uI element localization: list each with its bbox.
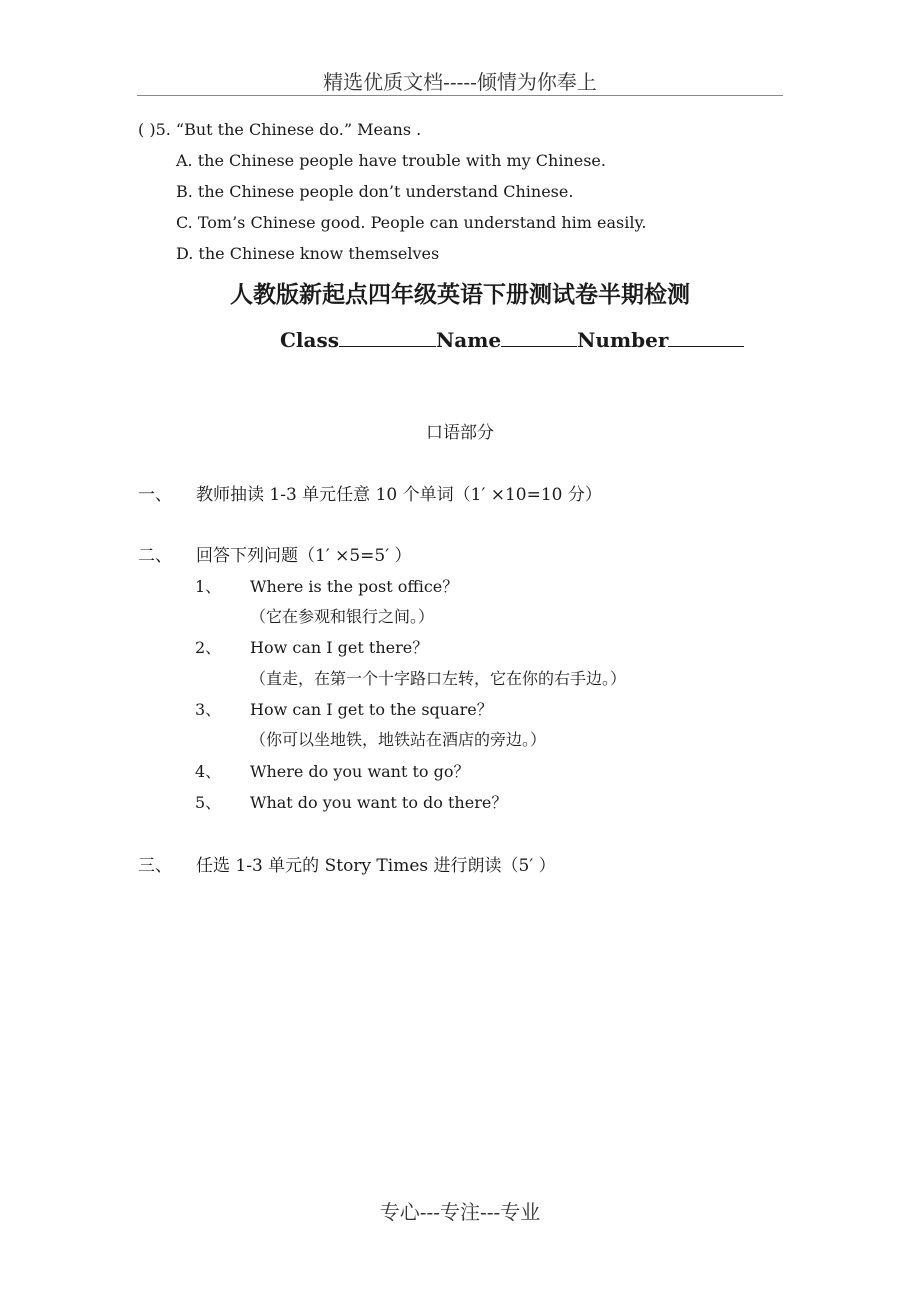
- question-5-option-d: D. the Chinese know themselves: [176, 244, 440, 263]
- name-label: Name: [436, 328, 502, 352]
- question-1-number: 1、: [195, 577, 222, 596]
- question-5-stem: ( )5. “But the Chinese do.” Means .: [138, 120, 422, 139]
- class-label: Class: [280, 328, 339, 352]
- question-1-text: Where is the post office？: [250, 577, 459, 596]
- section-1-number: 一、: [138, 485, 172, 505]
- section-3-number: 三、: [138, 856, 172, 876]
- section-2-text: 回答下列问题（1′ ×5=5′ ）: [196, 546, 412, 566]
- question-5-number: 5、: [195, 793, 222, 812]
- question-3-number: 3、: [195, 700, 222, 719]
- question-4-text: Where do you want to go？: [250, 762, 470, 781]
- student-info-fields: [280, 326, 744, 352]
- question-5-option-b: B. the Chinese people don’t understand Chinese.: [176, 182, 574, 201]
- question-3-hint: （你可以坐地铁，地铁站在酒店的旁边。）: [250, 730, 547, 749]
- question-5-text: What do you want to do there？: [250, 793, 508, 812]
- header-rule: [137, 95, 783, 96]
- number-label: Number: [577, 328, 669, 352]
- question-5-option-c: C. Tom’s Chinese good. People can understand him easily.: [176, 213, 647, 232]
- question-5-option-a: A. the Chinese people have trouble with my Chinese.: [176, 151, 606, 170]
- question-1-hint: （它在参观和银行之间。）: [250, 607, 435, 626]
- question-2-number: 2、: [195, 638, 222, 657]
- section-2-number: 二、: [138, 546, 172, 566]
- question-2-text: How can I get there？: [250, 638, 429, 657]
- section-3-text: 任选 1-3 单元的 Story Times 进行朗读（5′ ）: [196, 856, 556, 876]
- page-header: 精选优质文档-----倾情为你奉上: [323, 70, 597, 94]
- name-blank[interactable]: [501, 326, 577, 347]
- oral-section-heading: 口语部分: [426, 423, 494, 443]
- question-4-number: 4、: [195, 762, 222, 781]
- section-1-text: 教师抽读 1-3 单元任意 10 个单词（1′ ×10=10 分）: [196, 485, 602, 505]
- number-blank[interactable]: [668, 326, 744, 347]
- page-footer: 专心---专注---专业: [379, 1200, 541, 1224]
- class-blank[interactable]: [339, 326, 436, 347]
- exam-title: 人教版新起点四年级英语下册测试卷半期检测: [230, 282, 690, 308]
- question-3-text: How can I get to the square？: [250, 700, 493, 719]
- question-2-hint: （直走，在第一个十字路口左转，它在你的右手边。）: [250, 669, 627, 688]
